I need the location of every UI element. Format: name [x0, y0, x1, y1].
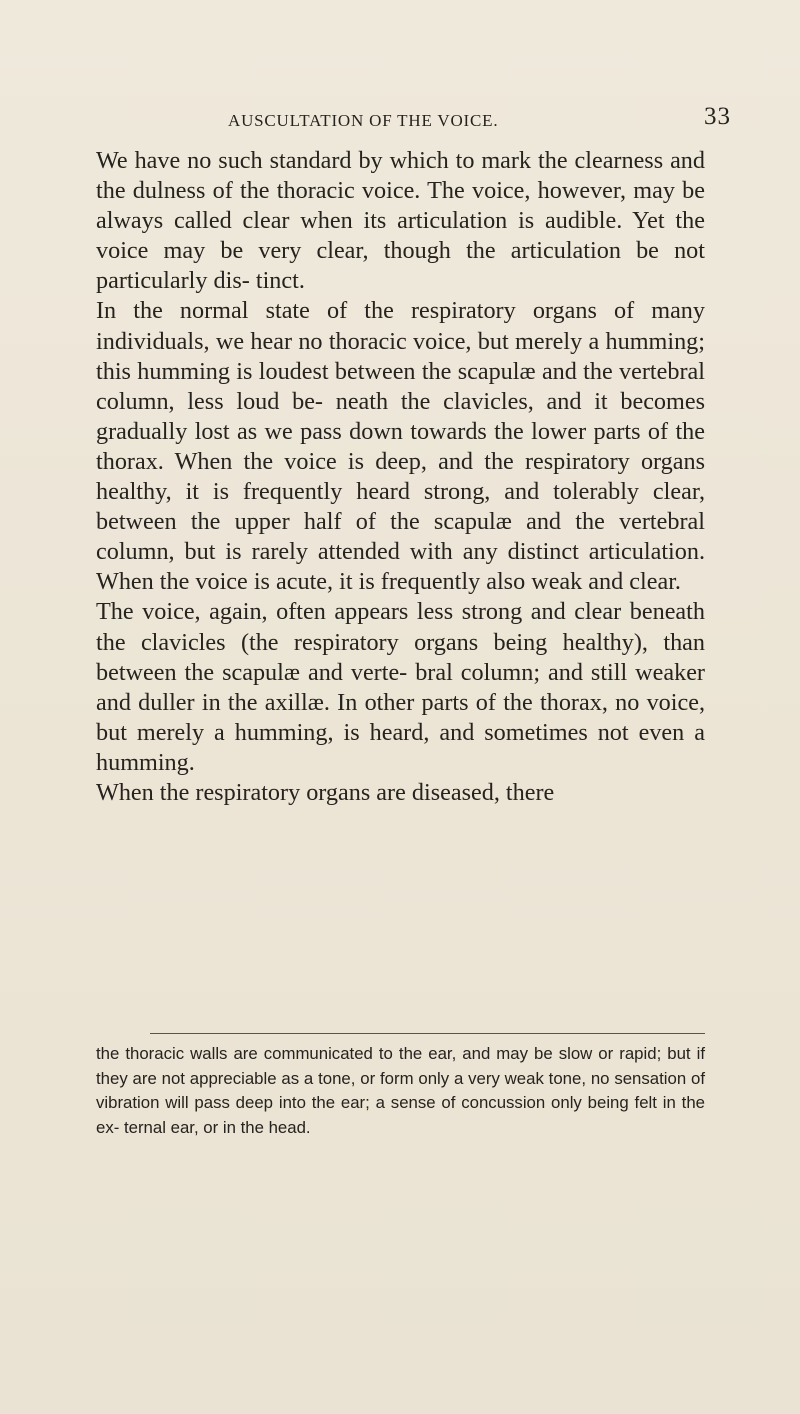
footnote-divider — [150, 1033, 705, 1034]
footnote-text: the thoracic walls are communicated to the ear, and may be slow or rapid; but if they are not appreciable as a tone, or form only a very weak tone, no sensation of vibration will pass deep into the ear; a sense of concussion only being felt in the ex- ternal ear, or in the head. — [96, 1044, 705, 1138]
footnote — [96, 1042, 705, 1141]
paragraph-4: When the respiratory organs are diseased, there — [96, 778, 555, 806]
paragraph-2: In the normal state of the respiratory organs of many individuals, we hear no thoracic voice, but merely a humming; this humming is loudest between the scapulæ and the vertebral column, less loud be- neath the clavicles, and it becomes gradually lost as we pass down towards the lower parts of the thorax. When the voice is deep, and the respiratory organs healthy, it is frequently heard strong, and tolerably clear, between the upper half of the scapulæ and the vertebral column, but is rarely attended with any distinct articulation. When the voice is acute, it is frequently also weak and clear. — [96, 297, 705, 596]
running-head: AUSCULTATION OF THE VOICE. — [228, 111, 499, 130]
body-text — [96, 146, 705, 808]
paragraph-1: We have no such standard by which to mark the clearness and the dulness of the thoracic voice. The voice, however, may be always called clear when its articulation is audible. Yet the voice may be very clear, though the articulation be not particularly dis- tinct. — [96, 147, 705, 295]
page-number: 33 — [704, 103, 731, 130]
paragraph-3: The voice, again, often appears less strong and clear beneath the clavicles (the respiratory organs being healthy), than between the scapulæ and verte- bral column; and still weaker and duller in the axillæ. In other parts of the thorax, no voice, but merely a humming, is heard, and sometimes not even a humming. — [96, 598, 705, 776]
